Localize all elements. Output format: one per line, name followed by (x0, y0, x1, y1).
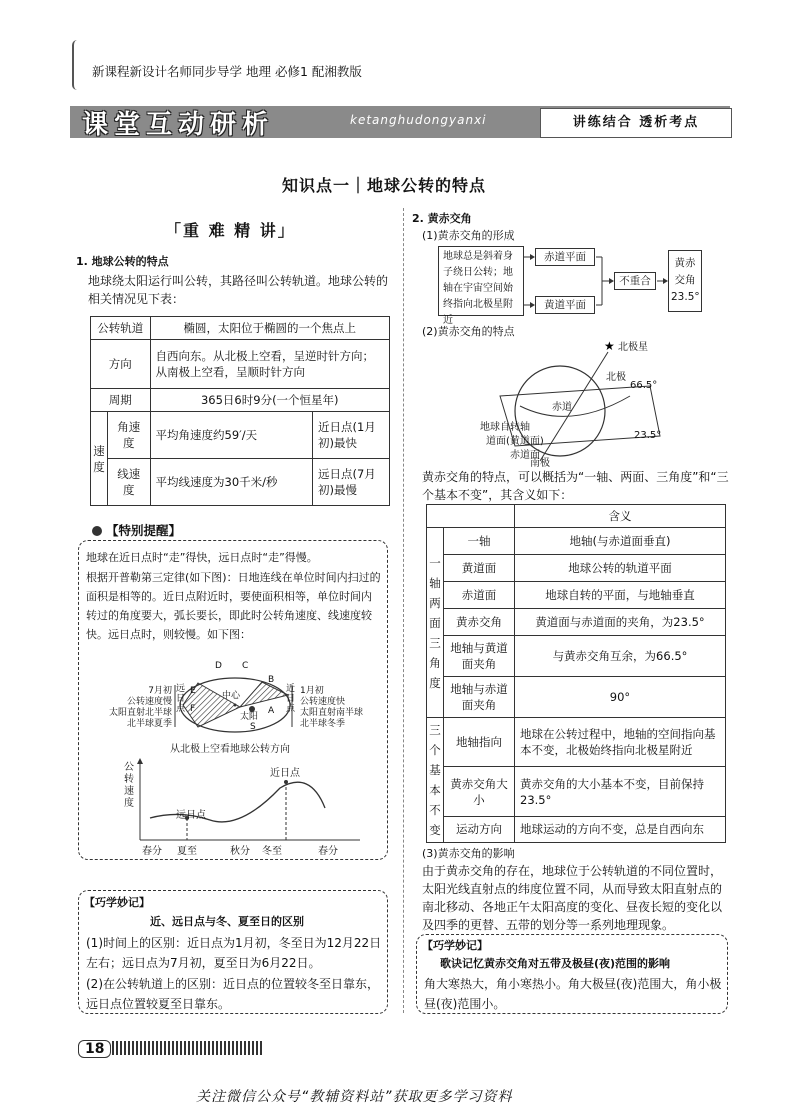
speed-peak-label: 近日点 (270, 768, 300, 779)
flow-mid-box: 不重合 (614, 272, 656, 290)
banner-pinyin: ketanghudongyanxi (350, 113, 487, 127)
footer-stripe (112, 1041, 262, 1055)
direction-label: 方向 (91, 340, 151, 389)
row-val-3: 地球自转的平面，与地轴垂直 (515, 582, 726, 609)
row-val-1: 地轴(与赤道面垂直) (515, 528, 726, 555)
angular-value: 平均角速度约59′/天 (150, 412, 312, 459)
center-dot (234, 704, 237, 707)
row-key-3: 赤道面 (444, 582, 515, 609)
banner-title: 课堂互动研析 (82, 110, 275, 140)
row-key-6: 地轴与赤道面夹角 (444, 677, 515, 718)
diagram-letter-a: A (268, 706, 275, 716)
row-val-5: 与黄赤交角互余，为66.5° (515, 636, 726, 677)
sub-impact: (3)黄赤交角的影响 (422, 847, 515, 860)
polaris-star-icon: ★ (604, 339, 615, 353)
reminder-title: 【特别提醒】 (106, 523, 182, 538)
right-memo-body: 角大寒热大，角小寒热小。角大极昼(夜)范围大，角小极昼(夜)范围小。 (424, 977, 722, 1011)
footer-page-number: 18 (78, 1040, 111, 1058)
globe-axis-label: 地球自转轴 (480, 422, 530, 433)
diagram-letter-s: S (250, 722, 256, 732)
row-key-4: 黄赤交角 (444, 609, 515, 636)
reminder-line1: 地球在近日点时“走”得快，远日点时“走”得慢。 (86, 551, 318, 564)
speed-ylabel: 公转速度 (124, 762, 134, 809)
diagram-letter-b: B (268, 675, 275, 685)
speed-trough-label: 远日点 (176, 810, 206, 821)
row-val-8: 黄赤交角的大小基本不变，目前保持23.5° (515, 767, 726, 816)
diagram-letter-c: C (242, 661, 249, 671)
flow-arrows (520, 240, 680, 320)
row-key-9: 运动方向 (444, 816, 515, 842)
right-memo-title: 歌诀记忆黄赤交角对五带及极昼(夜)范围的影响 (440, 957, 671, 970)
perihelion-sector (240, 682, 288, 707)
table-header: 含义 (515, 505, 726, 528)
header-title: 新课程新设计名师同步导学 地理 必修1 配湘教版 (92, 64, 362, 79)
right-text-2: 公转速度快 (300, 697, 346, 707)
globe-sp-label: 南极 (530, 458, 550, 469)
flow-arrowhead-result (663, 278, 668, 284)
flow-cause-box: 地球总是斜着身子绕日公转；地轴在宇宙空间始终指向北极星附近 (438, 246, 524, 316)
left-memo-p2: (2)在公转轨道上的区别：近日点的位置较冬至日靠东，远日点位置较夏至日靠东。 (86, 977, 380, 1011)
row-val-7: 地球在公转过程中，地轴的空间指向基本不变，北极始终指向北极星附近 (515, 718, 726, 767)
flow-result-box: 黄赤交角23.5° (668, 250, 702, 312)
right-text-3: 太阳直射南半球 (300, 708, 364, 718)
flow-equator-box: 赤道平面 (535, 248, 595, 266)
diagram-caption: 从北极上空看地球公转方向 (170, 744, 290, 755)
speed-tick-3: 秋分 (230, 846, 250, 857)
diagram-perihelion-label: 近日点 (286, 684, 296, 714)
heading-orbit-features: 1. 地球公转的特点 (76, 255, 169, 268)
flow-arrowhead-bottom (530, 302, 535, 308)
globe-equator-plane-label: 赤道面 (510, 450, 540, 461)
row-val-6: 90° (515, 677, 726, 718)
linear-value: 平均线速度为30千米/秒 (150, 459, 312, 506)
orbit-value: 椭圆，太阳位于椭圆的一个焦点上 (150, 317, 389, 340)
diagram-letter-f: F (190, 704, 196, 714)
row-key-5: 地轴与黄道面夹角 (444, 636, 515, 677)
left-memo-tag: 【巧学妙记】 (84, 896, 150, 909)
left-text-3: 太阳直射北半球 (108, 708, 172, 718)
speed-chart (110, 758, 370, 850)
direction-value: 自西向东。从北极上空看，呈逆时针方向；从南极上空看，呈顺时针方向 (150, 340, 389, 389)
diagram-letter-d: D (215, 661, 222, 671)
row-val-4: 黄道面与赤道面的夹角，为23.5° (515, 609, 726, 636)
left-text-2: 公转速度慢 (126, 697, 172, 707)
diagram-aphelion-label: 远日点 (176, 684, 186, 714)
section-tag: 「重 难 精 讲」 (165, 221, 296, 240)
left-memo-title: 近、远日点与冬、夏至日的区别 (150, 915, 304, 928)
left-memo-p1: (1)时间上的区别：近日点为1月初，冬至日为12月22日左右；远日点为7月初，夏至日为6月22日。 (86, 936, 382, 970)
table-corner (427, 505, 515, 528)
header-bracket (72, 40, 82, 90)
globe-angle1: 66.5° (630, 380, 658, 391)
group-label-1: 一轴两面三角度 (427, 528, 444, 718)
flow-ecliptic-box: 黄道平面 (535, 296, 595, 314)
row-val-2: 地球公转的轨道平面 (515, 555, 726, 582)
intro-paragraph: 地球绕太阳运行叫公转，其路径叫公转轨道。地球公转的相关情况见下表： (88, 274, 389, 306)
row-key-2: 黄道面 (444, 555, 515, 582)
diagram-sun-label: 太阳 (240, 712, 259, 722)
right-text-4: 北半球冬季 (300, 719, 346, 729)
group-label-2: 三个基本不变 (427, 718, 444, 843)
speed-tick-1: 春分 (142, 846, 162, 857)
summary-paragraph: 黄赤交角的特点，可以概括为“一轴、两面、三角度”和“三个基本不变”，其含义如下： (422, 470, 729, 502)
globe-star-label: 北极星 (618, 342, 648, 353)
period-label: 周期 (91, 389, 151, 412)
flow-arrowhead-mid (609, 278, 614, 284)
row-key-8: 黄赤交角大小 (444, 767, 515, 816)
globe-equator-label: 赤道 (552, 402, 572, 413)
equator-ring (520, 396, 630, 416)
banner-tag: 讲练结合 透析考点 (540, 108, 732, 138)
heading-obliquity: 2. 黄赤交角 (412, 212, 472, 225)
column-divider (403, 208, 404, 1013)
flow-arrowhead-top (530, 254, 535, 260)
speed-label: 速度 (91, 412, 108, 506)
period-value: 365日6时9分(一个恒星年) (150, 389, 389, 412)
knowledge-point-title: 知识点一｜地球公转的特点 (282, 176, 487, 195)
speed-y-arrow (137, 758, 143, 764)
impact-paragraph: 由于黄赤交角的存在，地球位于公转轨道的不同位置时，太阳光线直射点的纬度位置不同，从而导致太阳直射点的南北移动、各地正午太阳高度的变化、昼夜长短的变化以及四季的更替、五带的划分等一系列地理现象。 (422, 864, 723, 932)
angular-note: 近日点(1月初)最快 (313, 412, 390, 459)
row-key-1: 一轴 (444, 528, 515, 555)
footer-note: 关注微信公众号“教辅资料站”获取更多学习资料 (196, 1089, 513, 1105)
orbit-label: 公转轨道 (91, 317, 151, 340)
angular-label: 角速度 (108, 412, 151, 459)
right-memo-tag: 【巧学妙记】 (422, 939, 488, 952)
speed-tick-5: 春分 (318, 846, 338, 857)
diagram-left-text (94, 686, 172, 730)
diagram-letter-e: E (190, 686, 196, 696)
reminder-pin-icon (92, 526, 102, 536)
sub-formation: (1)黄赤交角的形成 (422, 229, 515, 242)
globe-angle2: 23.5° (634, 430, 662, 441)
linear-note: 远日点(7月初)最慢 (313, 459, 390, 506)
linear-label: 线速度 (108, 459, 151, 506)
speed-dot-peak (284, 780, 288, 784)
reminder-line2: 根据开普勒第三定律(如下图)：日地连线在单位时间内扫过的面积是相等的。近日点附近时，要使面积相等，单位时间内转过的角度要大，弧长要长，即此时公转角速度、线速度较快。远日点时，则较慢。如下图： (86, 571, 381, 641)
diagram-center-label: 中心 (222, 691, 241, 701)
left-text-4: 北半球夏季 (126, 719, 172, 729)
row-val-9: 地球运动的方向不变，总是自西向东 (515, 816, 726, 842)
diagram-right-text (300, 686, 384, 730)
orbit-table (90, 316, 390, 506)
globe-np-label: 北极 (606, 372, 626, 383)
sub-features: (2)黄赤交角的特点 (422, 325, 515, 338)
speed-tick-4: 冬至 (262, 846, 282, 857)
speed-tick-2: 夏至 (177, 846, 197, 857)
right-text-1: 1月初 (300, 686, 324, 696)
obliquity-table (426, 504, 726, 843)
left-text-1: 7月初 (148, 686, 172, 696)
row-key-7: 地轴指向 (444, 718, 515, 767)
globe-ecliptic-label: 道面(黄道面) (486, 436, 544, 447)
